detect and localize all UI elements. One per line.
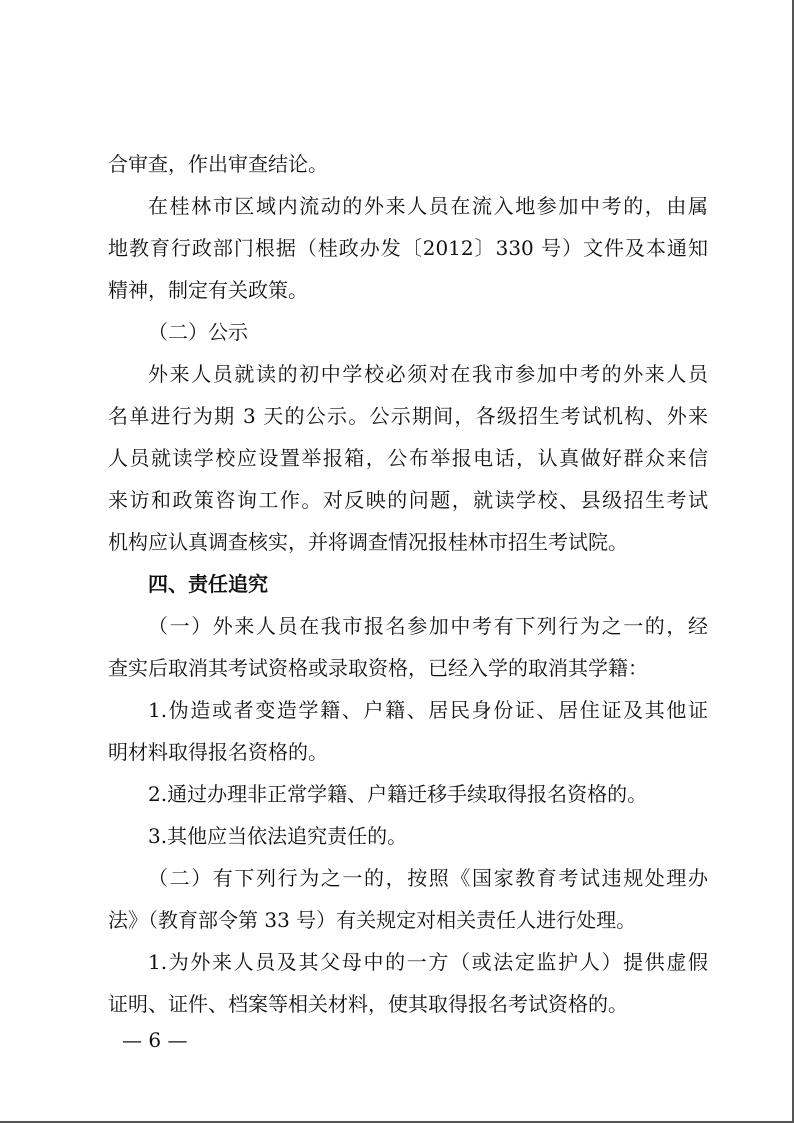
paragraph-line: 地教育行政部门根据（桂政办发〔2012〕330 号）文件及本通知	[108, 236, 708, 260]
section-heading: 四、责任追究	[148, 572, 268, 596]
paragraph-line: 查实后取消其考试资格或录取资格，已经入学的取消其学籍：	[108, 656, 648, 680]
list-item-line: 证明、证件、档案等相关材料，使其取得报名考试资格的。	[108, 992, 628, 1016]
paragraph-line: 来访和政策咨询工作。对反映的问题，就读学校、县级招生考试	[108, 488, 708, 512]
paragraph-line: 在桂林市区域内流动的外来人员在流入地参加中考的，由属	[148, 194, 708, 218]
paragraph-line: 人员就读学校应设置举报箱，公布举报电话，认真做好群众来信	[108, 446, 708, 470]
paragraph-line: 法》（教育部令第 33 号）有关规定对相关责任人进行处理。	[108, 908, 637, 932]
paragraph-line: （一）外来人员在我市报名参加中考有下列行为之一的，经	[148, 614, 708, 638]
subsection-heading: （二）公示	[148, 320, 248, 344]
list-item-line: 明材料取得报名资格的。	[108, 740, 328, 764]
list-item-line: 3.其他应当依法追究责任的。	[148, 824, 408, 848]
list-item-line: 1.伪造或者变造学籍、户籍、居民身份证、居住证及其他证	[148, 698, 708, 722]
paragraph-line: 机构应认真调查核实，并将调查情况报桂林市招生考试院。	[108, 530, 628, 554]
paragraph-line: 外来人员就读的初中学校必须对在我市参加中考的外来人员	[148, 362, 708, 386]
paragraph-line: 名单进行为期 3 天的公示。公示期间，各级招生考试机构、外来	[108, 404, 708, 428]
list-item-line: 2.通过办理非正常学籍、户籍迁移手续取得报名资格的。	[148, 782, 648, 806]
paragraph-line: 精神，制定有关政策。	[108, 278, 308, 302]
paragraph-line: 合审查，作出审查结论。	[108, 152, 328, 176]
paragraph-line: （二）有下列行为之一的，按照《国家教育考试违规处理办	[148, 866, 708, 890]
page-number: — 6 —	[122, 1028, 188, 1052]
list-item-line: 1.为外来人员及其父母中的一方（或法定监护人）提供虚假	[148, 950, 708, 974]
